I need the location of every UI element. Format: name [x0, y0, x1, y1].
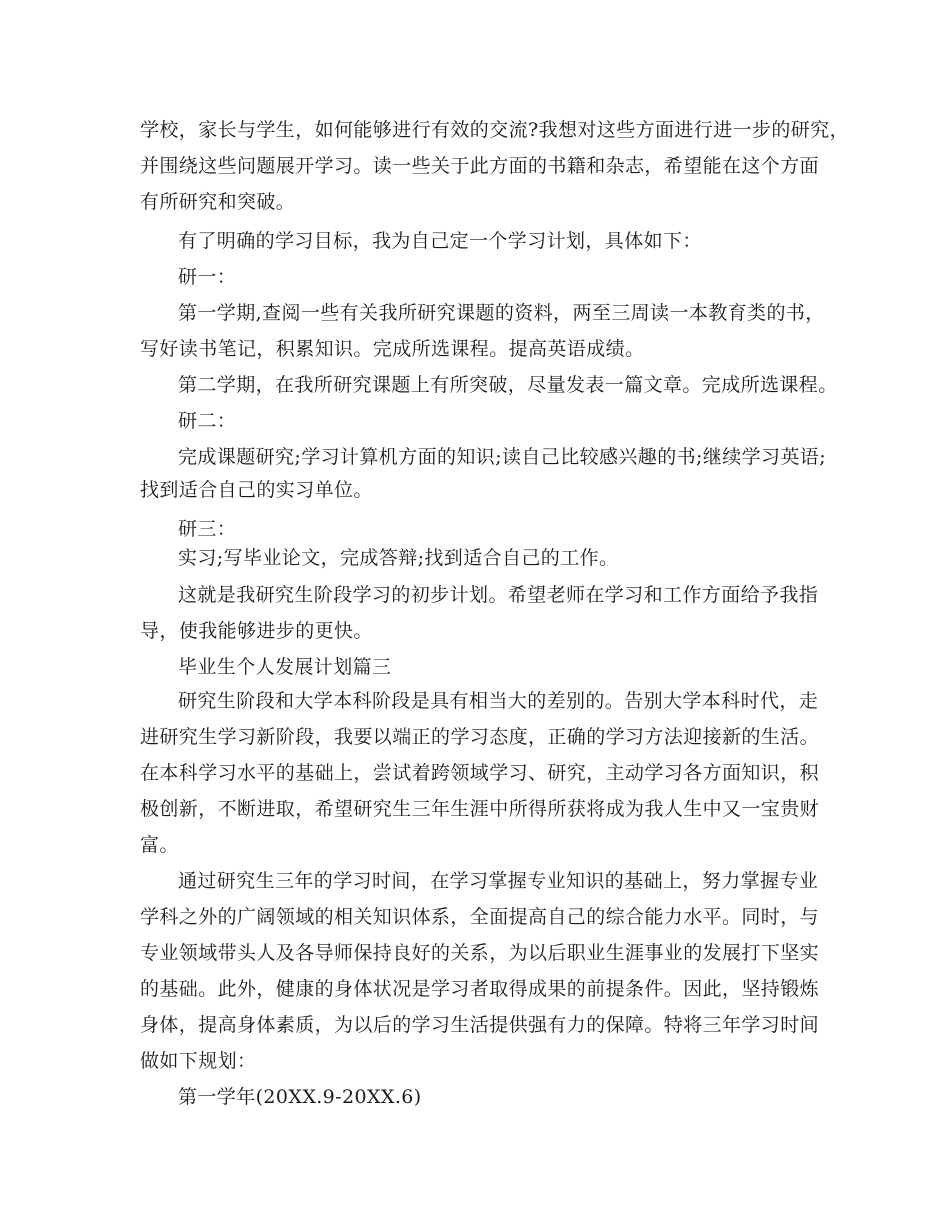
text-line: 并围绕这些问题展开学习。读一些关于此方面的书籍和杂志，希望能在这个方面	[140, 155, 820, 177]
text-line: 学科之外的广阔领域的相关知识体系，全面提高自己的综合能力水平。同时，与	[140, 906, 820, 928]
text-line: 研三：	[178, 518, 237, 540]
text-line: 导，使我能够进步的更快。	[140, 620, 373, 642]
text-line: 第一学年(20XX.9-20XX.6)	[178, 1086, 422, 1108]
text-line: 学校，家长与学生，如何能够进行有效的交流?我想对这些方面进行进一步的研究，	[140, 119, 849, 141]
text-line: 写好读书笔记，积累知识。完成所选课程。提高英语成绩。	[140, 338, 645, 360]
text-line: 研一：	[178, 266, 237, 288]
text-line: 通过研究生三年的学习时间，在学习掌握专业知识的基础上，努力掌握专业	[178, 870, 819, 892]
text-line: 极创新，不断进取，希望研究生三年生涯中所得所获将成为我人生中又一宝贵财	[140, 798, 820, 820]
text-line: 身体，提高身体素质，为以后的学习生活提供强有力的保障。特将三年学习时间	[140, 1014, 820, 1036]
text-line: 研究生阶段和大学本科阶段是具有相当大的差别的。告别大学本科时代，走	[178, 690, 819, 712]
text-line: 实习;写毕业论文，完成答辩;找到适合自己的工作。	[178, 547, 619, 569]
text-line: 有所研究和突破。	[140, 191, 296, 213]
text-line: 找到适合自己的实习单位。	[140, 479, 373, 501]
text-line: 毕业生个人发展计划篇三	[178, 656, 392, 678]
text-line: 做如下规划：	[140, 1050, 257, 1072]
text-line: 研二：	[178, 410, 237, 432]
text-line: 富。	[140, 834, 179, 856]
text-line: 在本科学习水平的基础上，尝试着跨领域学习、研究，主动学习各方面知识，积	[140, 762, 820, 784]
text-line: 第一学期,查阅一些有关我所研究课题的资料，两至三周读一本教育类的书，	[178, 302, 825, 324]
text-line: 有了明确的学习目标，我为自己定一个学习计划，具体如下：	[178, 230, 702, 252]
text-line: 专业领域带头人及各导师保持良好的关系，为以后职业生涯事业的发展打下坚实	[140, 942, 820, 964]
text-line: 这就是我研究生阶段学习的初步计划。希望老师在学习和工作方面给予我指	[178, 584, 819, 606]
text-line: 的基础。此外，健康的身体状况是学习者取得成果的前提条件。因此，坚持锻炼	[140, 978, 820, 1000]
text-line: 完成课题研究;学习计算机方面的知识;读自己比较感兴趣的书;继续学习英语;	[178, 446, 827, 468]
text-line: 进研究生学习新阶段，我要以端正的学习态度，正确的学习方法迎接新的生活。	[140, 726, 820, 748]
text-line: 第二学期，在我所研究课题上有所突破，尽量发表一篇文章。完成所选课程。	[178, 374, 838, 396]
